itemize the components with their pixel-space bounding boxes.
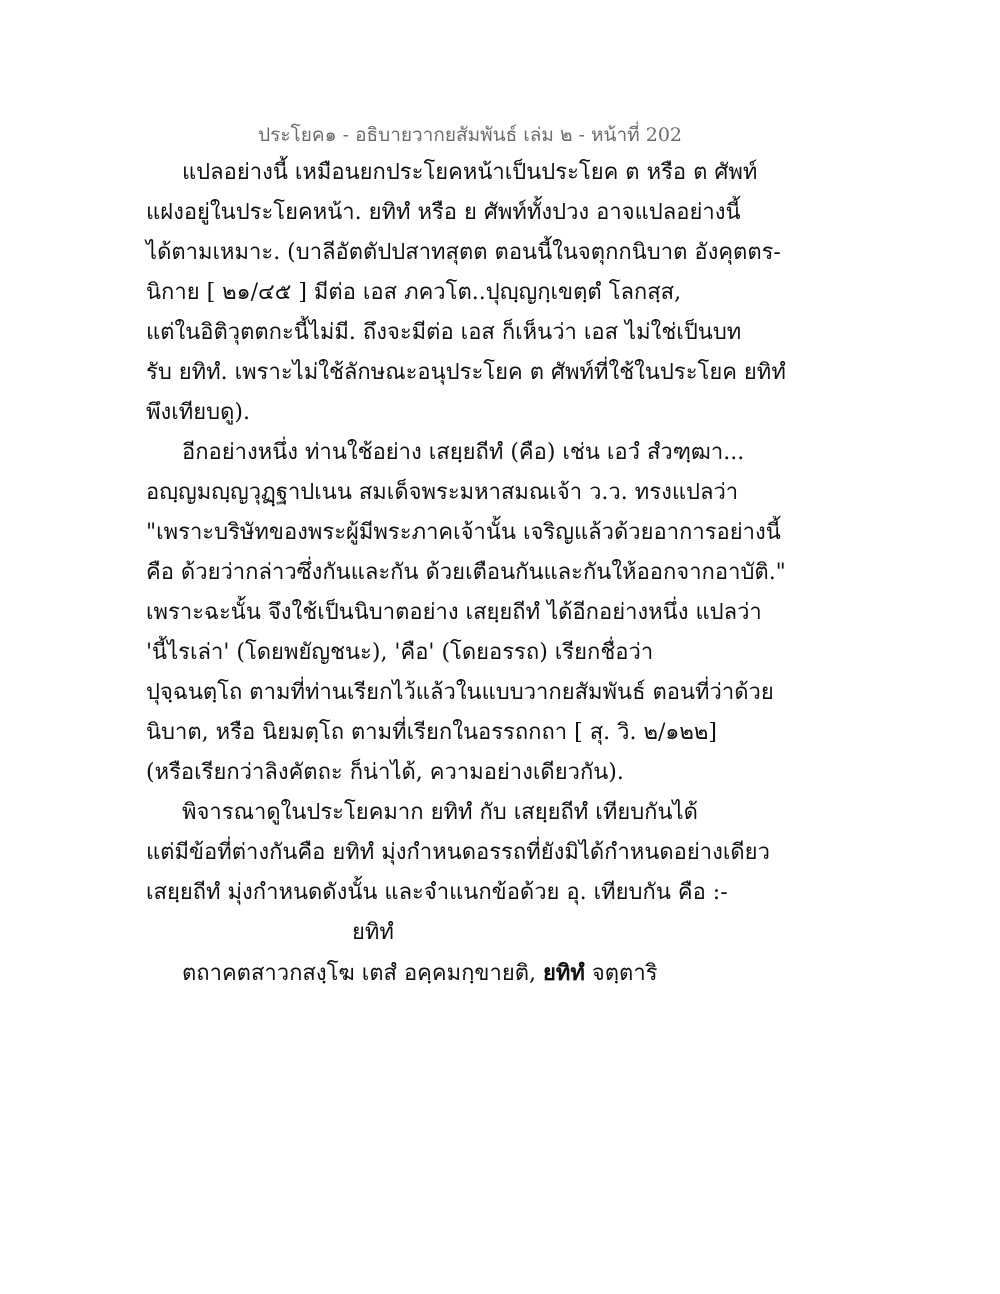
text-line: แปลอย่างนี้ เหมือนยกประโยคหน้าเป็นประโยค ต หรือ ต ศัพท์: [182, 160, 758, 185]
text-line: รับ ยทิทํ. เพราะไม่ใช้ลักษณะอนุประโยค ต ศัพท์ที่ใช้ในประโยค ยทิทํ: [146, 360, 786, 385]
text-line: พิจารณาดูในประโยคมาก ยทิทํ กับ เสยฺยถีทํ เทียบกันได้: [182, 800, 698, 825]
text-segment: ตถาคตสาวกสงฺโฆ เตสํ อคฺคมกฺขายติ,: [182, 961, 543, 986]
text-line: อญฺญมญฺญวุฏฺฐาปเนน สมเด็จพระมหาสมณเจ้า ว.ว. ทรงแปลว่า: [146, 480, 739, 505]
text-line: นิกาย [ ๒๑/๔๕ ] มีต่อ เอส ภควโต..ปุญฺญกฺเขตฺตํ โลกสฺส,: [146, 280, 682, 305]
text-line: (หรือเรียกว่าลิงคัตถะ ก็น่าได้, ความอย่างเดียวกัน).: [146, 760, 624, 785]
text-line: ได้ตามเหมาะ. (บาลีอัตตัปปสาทสุตต ตอนนี้ในจตุกกนิบาต อังคุตตร-: [146, 240, 781, 265]
text-line: คือ ด้วยว่ากล่าวซึ่งกันและกัน ด้วยเตือนกันและกันให้ออกจากอาบัติ.": [146, 560, 786, 585]
text-line: แฝงอยู่ในประโยคหน้า. ยทิทํ หรือ ย ศัพท์ทั้งปวง อาจแปลอย่างนี้: [146, 200, 741, 225]
text-line: ปุจฺฉนตฺโถ ตามที่ท่านเรียกไว้แล้วในแบบวากยสัมพันธ์ ตอนที่ว่าด้วย: [146, 680, 774, 705]
running-head: ประโยค๑ - อธิบายวากยสัมพันธ์ เล่ม ๒ - หน้าที่ 202: [258, 124, 682, 146]
text-line: "เพราะบริษัทของพระผู้มีพระภาคเจ้านั้น เจริญแล้วด้วยอาการอย่างนี้: [146, 520, 781, 545]
text-line: พึงเทียบดู).: [146, 400, 250, 425]
bold-term: ยทิทํ: [542, 960, 585, 986]
section-heading: ยทิทํ: [352, 920, 394, 945]
text-line: อีกอย่างหนึ่ง ท่านใช้อย่าง เสยฺยถีทํ (คือ) เช่น เอวํ สํวฑฺฒา...: [182, 440, 745, 465]
text-line: แต่มีข้อที่ต่างกันคือ ยทิทํ มุ่งกำหนดอรรถที่ยังมิได้กำหนดอย่างเดียว: [146, 840, 770, 865]
text-line: 'นี้ไรเล่า' (โดยพยัญชนะ), 'คือ' (โดยอรรถ) เรียกชื่อว่า: [146, 640, 654, 665]
text-line: แต่ในอิติวุตตกะนี้ไม่มี. ถึงจะมีต่อ เอส ก็เห็นว่า เอส ไม่ใช่เป็นบท: [146, 320, 742, 345]
text-line: เพราะฉะนั้น จึงใช้เป็นนิบาตอย่าง เสยฺยถีทํ ได้อีกอย่างหนึ่ง แปลว่า: [146, 600, 762, 625]
text-line: นิบาต, หรือ นิยมตฺโถ ตามที่เรียกในอรรถกถา [ สุ. วิ. ๒/๑๒๒]: [146, 720, 717, 745]
text-line: [182, 958, 658, 989]
text-line: เสยฺยถีทํ มุ่งกำหนดดังนั้น และจำแนกข้อด้วย อุ. เทียบกัน คือ :-: [146, 880, 728, 905]
text-segment: จตฺตาริ: [584, 961, 658, 986]
